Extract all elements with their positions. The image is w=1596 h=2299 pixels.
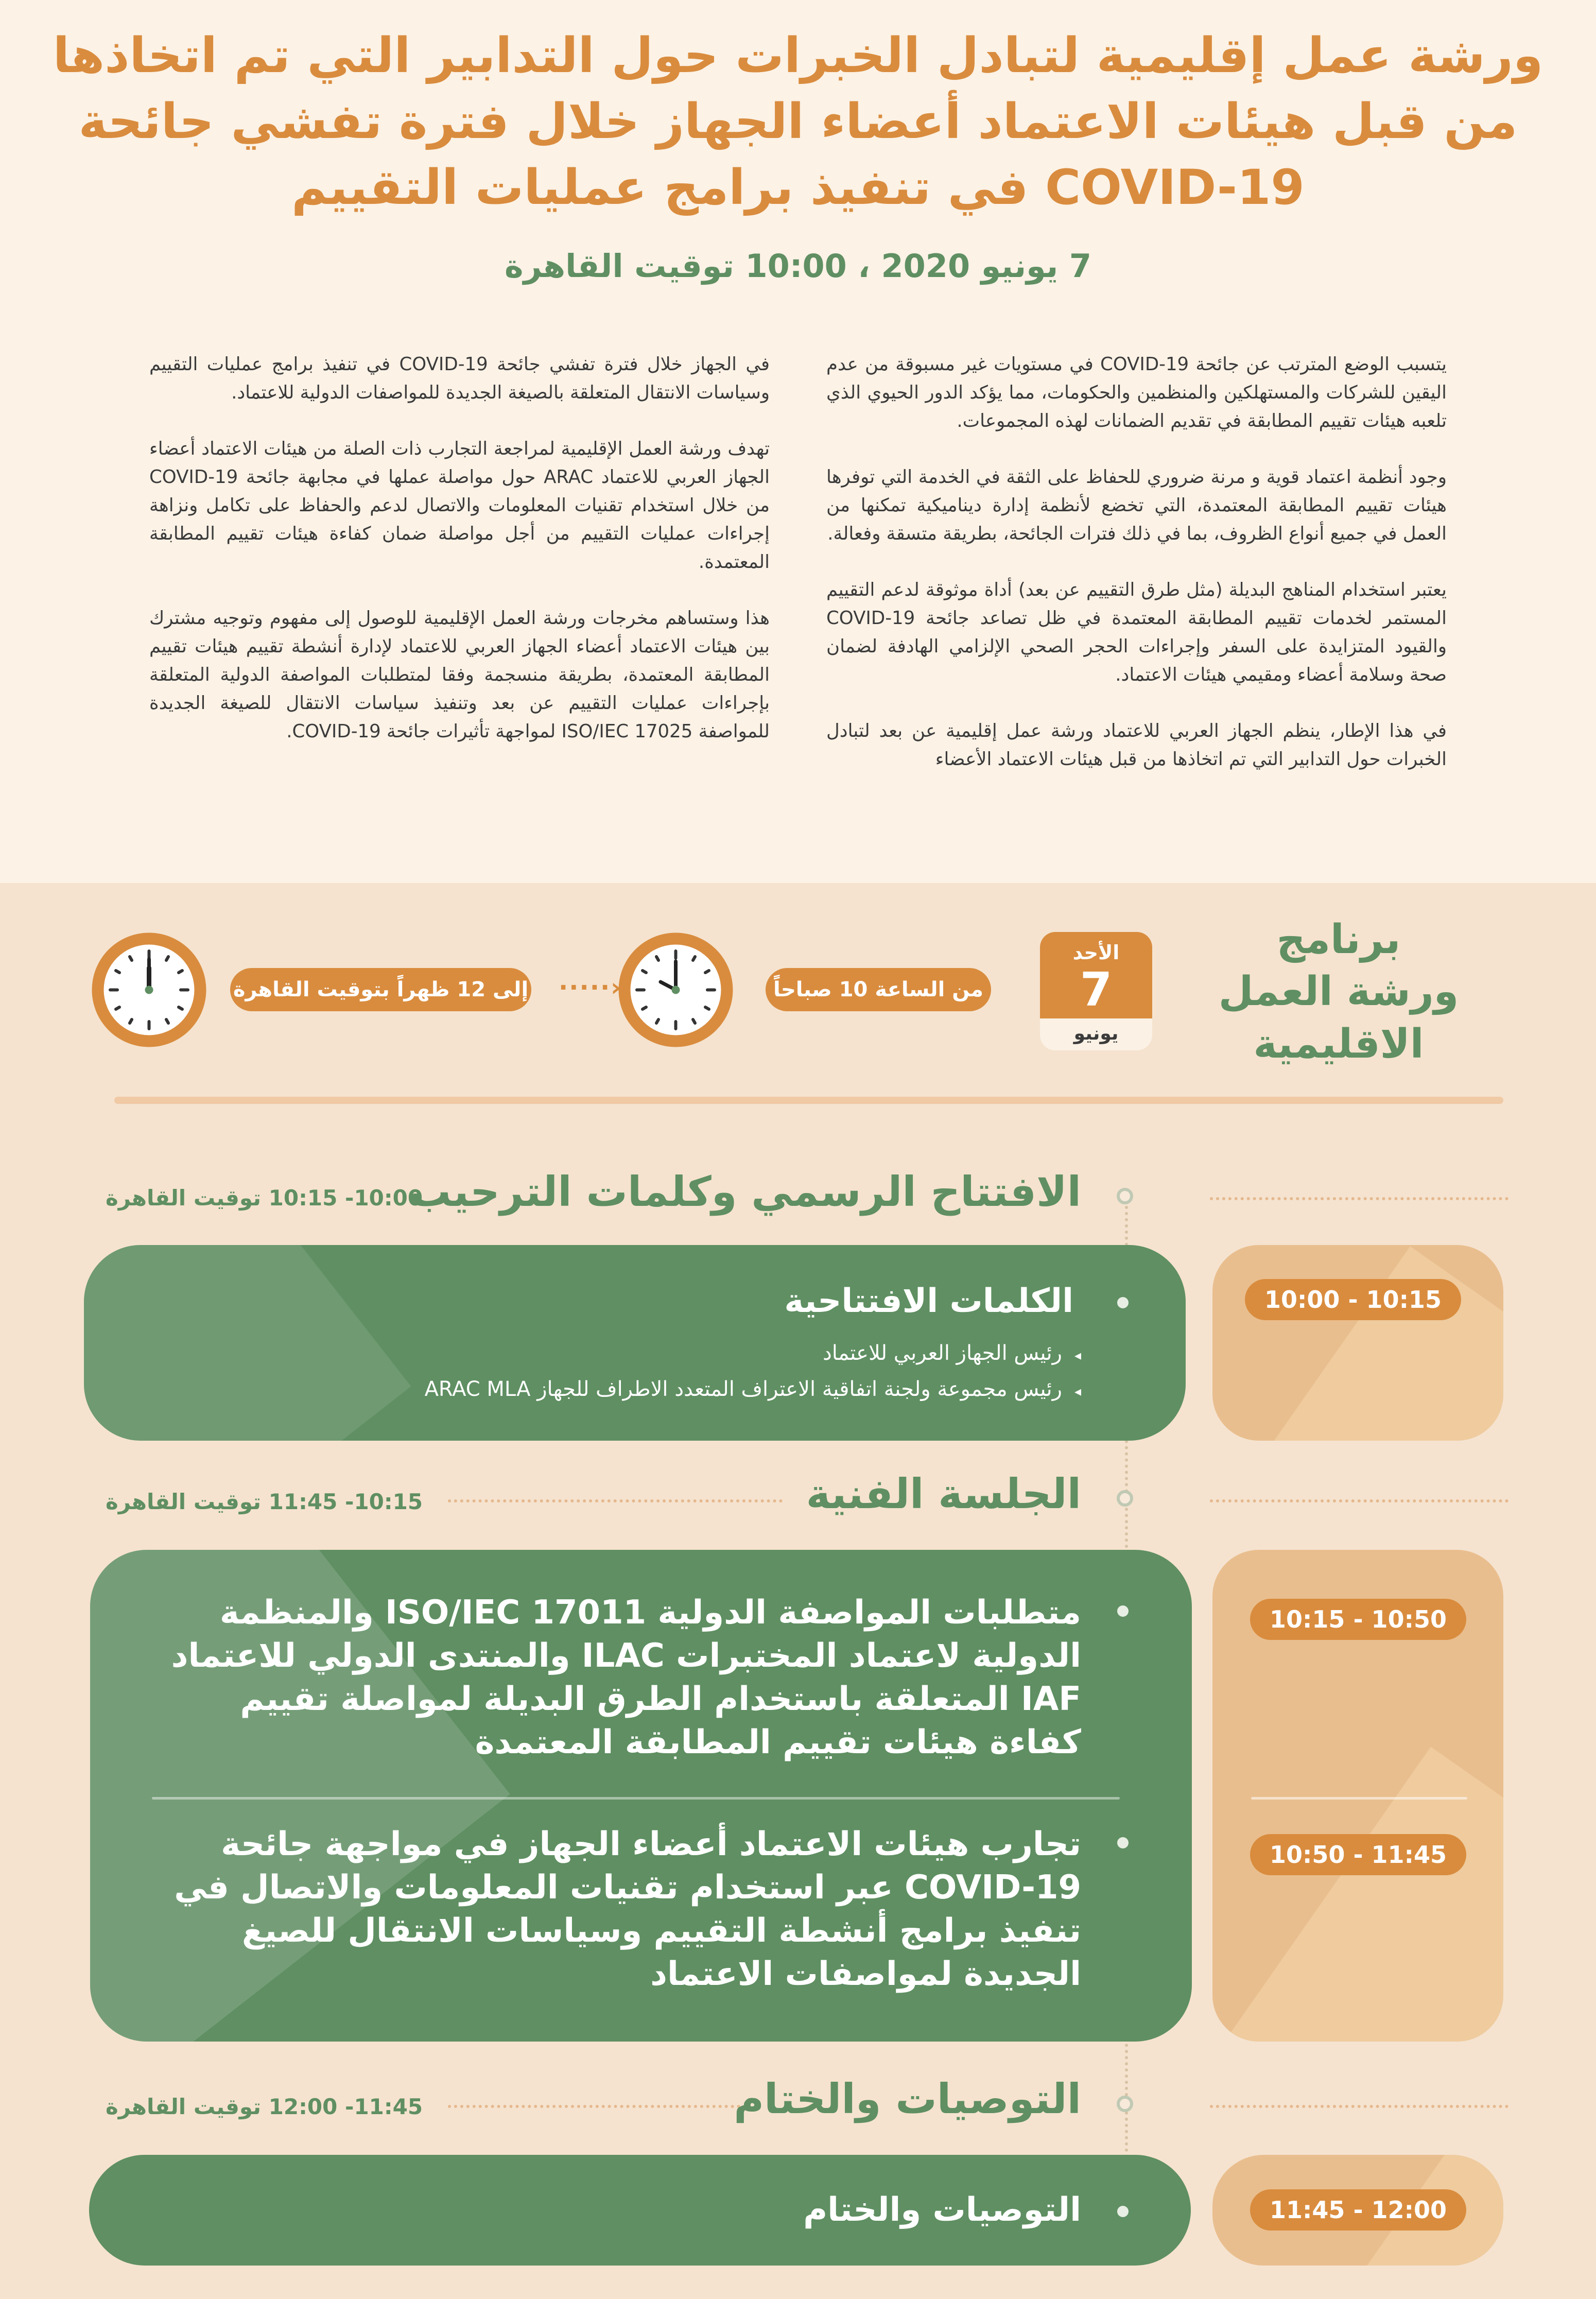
intro-paragraph: يتسبب الوضع المترتب عن جائحة COVID-19 في مستويات غير مسبوقة من عدم اليقين للشركات والمستهلكين والمنظمين والحكومات، مما يؤكد الدور الحيوي الذي تلعبه هيئات تقييم المطابقة في تقديم الضمانات لهذه المجموعات. [826, 354, 1447, 432]
intro-paragraph: تهدف ورشة العمل الإقليمية لمراجعة التجارب ذات الصلة من هيئات الاعتماد أعضاء الجهاز العربي للاعتماد ARAC حول مواصلة عملها في مجابهة جائحة COVID-19 من خلال استخدام تقنيات المعلومات والاتصال لدعم والحفاظ على تكامل ونزاهة إجراءات عمليات التقييم من أجل مواصلة ضمان كفاءة هيئات تقييم المطابقة المعتمدة. [149, 438, 770, 573]
section-title-closing: التوصيات والختام [734, 2075, 1081, 2123]
page-title-line-1: ورشة عمل إقليمية لتبادل الخبرات حول التدابير التي تم اتخاذها [53, 28, 1543, 84]
section-divider-dots [448, 2105, 747, 2108]
program-title: برنامج ورشة العمل الاقليمية [1218, 917, 1459, 1067]
opening-card-title: الكلمات الافتتاحية [784, 1282, 1073, 1320]
section-divider-dots [1210, 1197, 1508, 1200]
start-time-pill: من الساعة 10 صباحاً [766, 968, 991, 1011]
technical-item-2 [174, 1823, 1081, 1996]
technical-item-2-line: الجديدة لمواصفات الاعتماد [650, 1955, 1081, 1993]
section-time-closing: 11:45- 12:00 توقيت القاهرة [106, 2094, 423, 2119]
opening-bullet [823, 1341, 1081, 1365]
clock-icon [89, 929, 210, 1050]
intro-column-right [826, 350, 1447, 801]
event-date: 7 يونيو 2020 ، 10:00 توقيت القاهرة [504, 247, 1092, 285]
header-divider [114, 1097, 1503, 1104]
arrow-left-icon: ‹····· [559, 973, 622, 1002]
technical-item-1-line: متطلبات المواصفة الدولية ISO/IEC 17011 والمنظمة [219, 1594, 1081, 1632]
opening-bullet-text: رئيس الجهاز العربي للاعتماد [822, 1341, 1062, 1365]
section-time-opening: 10:00- 10:15 توقيت القاهرة [106, 1185, 423, 1211]
section-divider-dots [448, 1499, 783, 1502]
page-title-line-3: COVID-19 في تنفيذ برامج عمليات التقييم [291, 160, 1305, 216]
section-divider-dots [1210, 1499, 1508, 1502]
closing-card-title: التوصيات والختام [803, 2191, 1081, 2229]
date-badge-month: يونيو [1040, 1018, 1152, 1050]
timeline-node [1117, 1837, 1129, 1848]
section-divider-dots [1210, 2105, 1508, 2108]
technical-item-1-line: كفاءة هيئات تقييم المطابقة المعتمدة [475, 1723, 1081, 1761]
intro-paragraph: في هذا الإطار، ينظم الجهاز العربي للاعتماد ورشة عمل إقليمية عن بعد لتبادل الخبرات حول التدابير التي تم اتخاذها من قبل هيئات الاعتماد الأعضاء [826, 720, 1447, 770]
technical-item-1-line: الدولية لاعتماد المختبرات ILAC والمنتدى الدولي للاعتماد [171, 1637, 1081, 1675]
timeline-node [1117, 1297, 1129, 1308]
technical-item-2-line: تنفيذ برامج أنشطة التقييم وسياسات الانتقال للصيغ [242, 1912, 1081, 1950]
section-title-opening: الافتتاح الرسمي وكلمات الترحيب [409, 1168, 1081, 1216]
intro-column-left [149, 350, 770, 773]
date-badge-number: 7 [1080, 963, 1113, 1017]
opening-time-slot: 10:00 - 10:15 [1245, 1279, 1461, 1320]
date-badge-day: الأحد [1072, 941, 1120, 964]
timeline-node [1117, 2206, 1129, 2217]
section-title-technical: الجلسة الفنية [806, 1470, 1081, 1518]
card-divider [152, 1797, 1120, 1800]
opening-bullet [425, 1377, 1081, 1401]
section-time-technical: 10:15- 11:45 توقيت القاهرة [106, 1489, 423, 1514]
opening-bullet-text: رئيس مجموعة ولجنة اتفاقية الاعتراف المتعدد الاطراف للجهاز ARAC MLA [424, 1377, 1062, 1401]
opening-time-card [1212, 1245, 1503, 1441]
intro-paragraph: يعتبر استخدام المناهج البديلة (مثل طرق التقييم عن بعد) أداة موثوقة لدعم التقييم المستمر لخدمات تقييم المطابقة المعتمدة في ظل تصاعد جائحة COVID-19 والقيود المتزايدة على السفر وإجراءات الحجر الصحي الإلزامي الهادفة لضمان صحة وسلامة أعضاء ومقيمي هيئات الاعتماد. [826, 579, 1447, 686]
caret-left-icon: ◂ [1074, 1348, 1081, 1363]
technical-item-1-line: IAF المتعلقة باستخدام الطرق البديلة لمواصلة تقييم [240, 1680, 1081, 1718]
technical-item-2-line: COVID-19 عبر استخدام تقنيات المعلومات والاتصال في [174, 1869, 1081, 1907]
closing-time-slot: 11:45 - 12:00 [1250, 2189, 1466, 2231]
timeline-node [1117, 1188, 1133, 1204]
intro-paragraph: في الجهاز خلال فترة تفشي جائحة COVID-19 في تنفيذ برامج عمليات التقييم وسياسات الانتقال المتعلقة بالصيغة الجديدة للمواصفات الدولية للاعتماد. [149, 354, 770, 404]
page-title-line-2: من قبل هيئات الاعتماد أعضاء الجهاز خلال فترة تفشي جائحة [78, 94, 1518, 150]
clock-icon [615, 929, 736, 1050]
date-badge-top [1040, 932, 1152, 1018]
card-divider [1251, 1797, 1467, 1800]
date-badge [1040, 932, 1152, 1050]
timeline-node [1117, 2096, 1133, 2112]
technical-time-slot-1: 10:15 - 10:50 [1250, 1599, 1466, 1640]
technical-item-2-line: تجارب هيئات الاعتماد أعضاء الجهاز في مواجهة جائحة [221, 1825, 1081, 1863]
caret-left-icon: ◂ [1074, 1384, 1081, 1399]
technical-item-1 [171, 1591, 1081, 1764]
intro-paragraph: هذا وستساهم مخرجات ورشة العمل الإقليمية للوصول إلى مفهوم وتوجيه مشترك بين هيئات الاعتماد أعضاء الجهاز العربي للاعتماد لإدارة أنشطة تقييم هيئات تقييم المطابقة المعتمدة، بطريقة منسجمة وفقا لمتطلبات المواصفة الدولية المتعلقة بإجراءات عمليات التقييم عن بعد وتنفيذ سياسات الانتقال للصيغة الجديدة للمواصفة ISO/IEC 17025 لمواجهة تأثيرات جائحة COVID-19. [149, 608, 770, 742]
end-time-pill: إلى 12 ظهراً بتوقيت القاهرة [230, 968, 531, 1011]
technical-time-slot-2: 10:50 - 11:45 [1250, 1834, 1466, 1875]
timeline-node [1117, 1490, 1133, 1507]
intro-paragraph: وجود أنظمة اعتماد قوية و مرنة ضروري للحفاظ على الثقة في الخدمة التي توفرها هيئات تقييم المطابقة المعتمدة، التي تخضع لأنظمة إدارة ديناميكية تمكنها من العمل في جميع أنواع الظروف، بما في ذلك فترات الجائحة، بطريقة متسقة وفعالة. [826, 466, 1447, 545]
timeline-node [1117, 1605, 1129, 1617]
